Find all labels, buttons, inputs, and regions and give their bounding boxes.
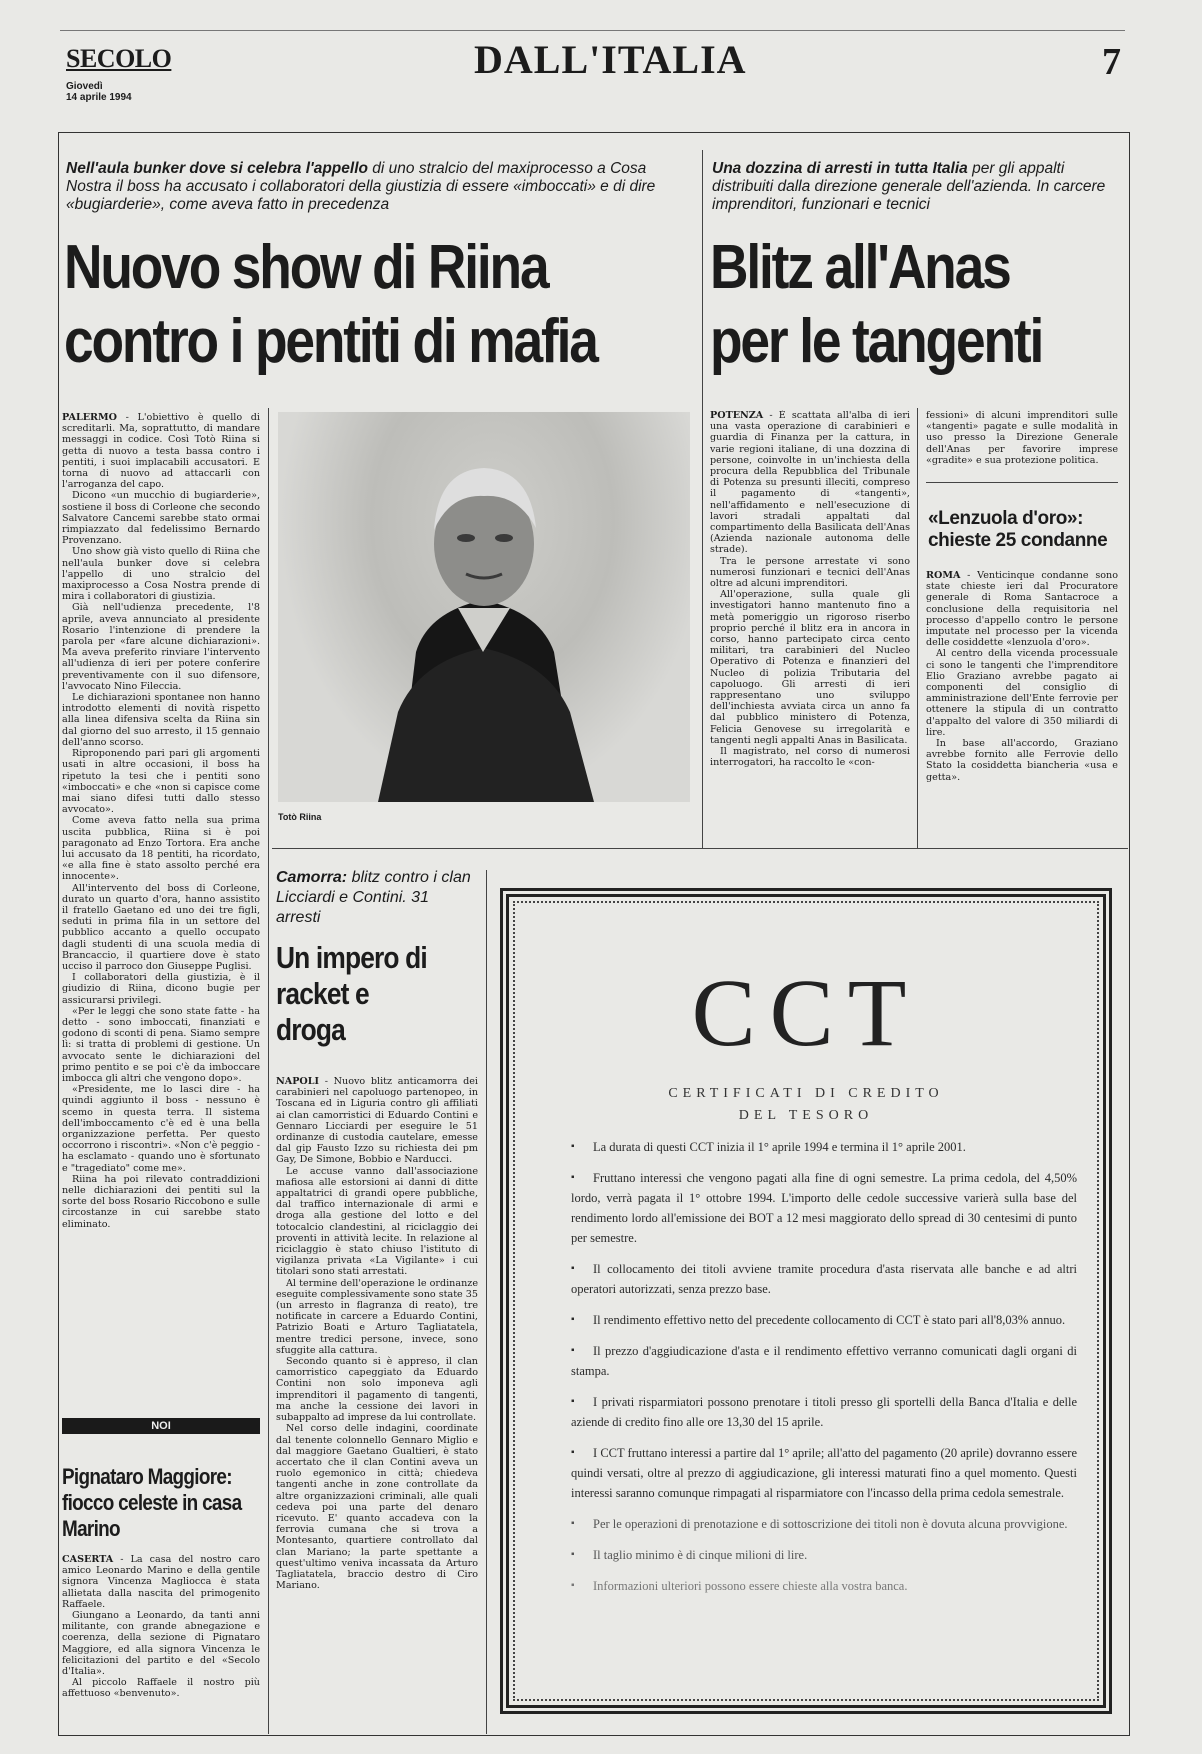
riina-headline-line1: Nuovo show di Riina [64,233,548,302]
cct-term-item: ▪ Fruttano interessi che vengono pagati alla fine di ogni semestre. La prima cedola, del 4,50% lordo, verrà pagata il 1° ottobre 1994. L'importo delle cedole successive varierà sulla base del rendimento lordo all'emissione dei BOT a 12 mesi maggiorato dello spread di 30 centesimi di punto per semestre. [571,1168,1077,1248]
anas-kicker-text: per gli appalti distribuiti dalla direzione generale dell'azienda. In carcere imprenditori, funzionari e tecnici [712,160,1106,213]
camorra-para: Al termine dell'operazione le ordinanze eseguite complessivamente sono state 35 (un arresto in flagranza di reato), tre notificate in carcere a Eduardo Contini, Patrizio Boati e Arturo Tagliatatela, mentre tredici persone, invece, sono sfuggite alla cattura. [276,1277,478,1356]
riina-para: Riina ha poi rilevato contraddizioni nelle dichiarazioni dei pentiti sul la sorte del boss Rosario Riccobono e sulle circostanze in cui sarebbe stato eliminato. [62,1173,260,1230]
anas-kicker [712,160,1112,214]
anas-body-col1 [710,410,910,822]
riina-body [62,412,260,1388]
cct-subtitle-line2: DEL TESORO [738,1108,874,1123]
anas-para: All'operazione, sulla quale gli investigatori hanno mantenuto fino a metà pomeriggio un rigoroso riserbo proprio perché il blitz era in ancora in corso, hanno partecipato circa cento militari, tra carabinieri del Nucleo Operativo di Potenza e finanzieri del Nucleo di polizia Tributaria del capoluogo. Gli arresti di ieri rappresentano uno sviluppo dell'inchiesta avviata circa un anno fa dal pubblico ministero di Potenza, Felicia Genovese su irregolarità e tangenti negli appalti Anas in Basilicata. [710,589,910,746]
riina-para: - L'obiettivo è quello di screditarli. Ma, soprattutto, di mandare messaggi in codice. Così Totò Riina si getta di nuovo a testa bassa contro i pentiti, i suoi implacabili accusatori. E torna di nuovo ad attaccarli con l'arroganza del capo. [62,412,260,491]
cct-subtitle-line1: CERTIFICATI DI CREDITO [668,1086,944,1101]
riina-para: I collaboratori della giustizia, è il giudizio di Riina, dicono bugie per assicurarsi privilegi. [62,972,260,1006]
camorra-kicker-text: blitz contro i clan Licciardi e Contini. 31 arresti [276,869,471,926]
camorra-para: Secondo quanto si è appreso, il clan camorristico capeggiato da Eduardo Contini non solo imponeva agli imprenditori il pagamento di tangenti, ma anche la cessione dei lavori in subappalto ad imprese da lui controllate. [276,1356,478,1424]
riina-kicker-text: di uno stralcio del maxiprocesso a Cosa Nostra il boss ha accusato i collaboratori della giustizia di essere «imboccati» e di dire «bugiarderie», come aveva fatto in precedenza [66,160,656,213]
anas-headline-line1: Blitz all'Anas [710,233,1010,302]
noi-section-band: NOI [62,1418,260,1434]
noi-para: - La casa del nostro caro amico Leonardo Marino e della gentile signora Vincenza Magliocca è stata allietata dalla nascita del primogenito Raffaele. [62,1554,260,1610]
rule-above-lenzuola [926,482,1118,483]
riina-para: All'intervento del boss di Corleone, durato un quarto d'ora, hanno assistito il fratello Gaetano ed uno dei tre figli, seduti in prima fila in un settore del pubblico accanto a quello occupato dagli studenti di una scuola media di Brancaccio, il quartiere dove è stato ucciso il parroco don Giuseppe Puglisi. [62,882,260,972]
top-rule [60,30,1125,31]
camorra-body [276,1076,478,1720]
cct-term-item: ▪ La durata di questi CCT inizia il 1° aprile 1994 e termina il 1° aprile 2001. [571,1137,1077,1157]
rule-under-riina-photo [272,848,702,849]
anas-para: Tra le persone arrestate vi sono numerosi funzionari e tecnici dell'Anas oltre ad alcuni imprenditori. [710,555,910,590]
cct-subtitle [509,1083,1103,1127]
cct-advertisement [500,888,1112,1714]
noi-para: Giungano a Leonardo, da tanti anni militante, con grande abnegazione e coerenza, della sezione di Pignataro Maggiore, ed alla signora Vincenza le felicitazioni del partito e del «Secolo d'Italia». [62,1610,260,1678]
cct-term-item: ▪ I privati risparmiatori possono prenotare i titoli presso gli sportelli della Banca d'Italia e delle aziende di credito fino alle ore 13,30 del 15 aprile. [571,1392,1077,1432]
camorra-kicker-bold: Camorra: [276,869,348,886]
riina-photo-caption: Totò Riina [278,812,322,822]
noi-body [62,1554,260,1726]
cct-term-item: ▪ Informazioni ulteriori possono essere chieste alla vostra banca. [571,1576,1077,1596]
anas-para: fessioni» di alcuni imprenditori sulle «tangenti» pagate e sulle modalità in uso presso la Direzione Generale dell'Anas per favorire imprese «gradite» e sua protezione politica. [926,410,1118,466]
camorra-para: Le accuse vanno dall'associazione mafiosa alle estorsioni ai danni di ditte appaltatrici di grandi opere pubbliche, dal traffico internazionale di armi e droga alla gestione del lotto e del totocalcio clandestini, al riciclaggio dei proventi in attività lecite. In relazione al riciclaggio è stato chiuso l'istituto di vigilanza privata «La Vigilante» i cui titolari sono stati arrestati. [276,1165,478,1278]
anas-body-col2 [926,410,1118,476]
camorra-para: - Nuovo blitz anticamorra dei carabinieri nel capoluogo partenopeo, in Toscana ed in Liguria contro gli affiliati ai clan camorristici di Eduardo Contini e Gennaro Licciardi per eseguire le 51 ordinanze di custodia cautelare, emesse dal gip Fausto Izzo su richiesta dei pm Gay, De Simone, Bobbio e Narducci. [276,1076,478,1166]
column-rule-anas-lenzuola [917,408,918,848]
section-title: DALL'ITALIA [474,37,747,82]
portrait-image [278,412,690,802]
riina-para: Riproponendo pari pari gli argomenti usati in altre occasioni, il boss ha ripetuto la tesi che i pentiti sono «imboccati» e che «non si capisce come mai siano difesi tutti dallo stesso avvocato». [62,748,260,816]
masthead-logo: SECOLO [66,44,172,73]
cct-term-item: ▪ Il collocamento dei titoli avviene tramite procedura d'asta riservata alle banche e ad altri operatori autorizzati, senza prezzo base. [571,1259,1077,1299]
riina-para: Uno show già visto quello di Riina che nell'aula bunker dove si celebra l'appello di uno stralcio del maxiprocesso a Cosa Nostra prende di mira i collaboratori di giustizia. [62,546,260,603]
riina-kicker [66,160,686,214]
anas-dateline: POTENZA [710,410,764,421]
column-rule-riina-anas [702,150,703,848]
riina-para: Come aveva fatto nella sua prima uscita pubblica, Riina si è poi paragonato ad Enzo Tortora. Era anche lui accusato da 18 pentiti, ha ricordato, «e alla fine è stato assolto perché era innocente». [62,815,260,883]
camorra-para: Nel corso delle indagini, coordinate dal tenente colonnello Gennaro Miglio e dal maggiore Gaetano Gualtieri, è stato accertato che il clan Contini aveva un ruolo egemonico in città; chiedeva tangenti anche in zone controllate da altre organizzazioni criminali, alle quali cedeva poi una parte del denaro ricevuto. E' quanto accadeva con la ferrovia cumana che si trova a Montesanto, quartiere controllato dal clan Mariano; la parte spettante a quest'ultimo veniva incassata da Arturo Tagliatatela, braccio destro di Ciro Mariano. [276,1423,478,1592]
camorra-kicker [276,868,476,928]
lenzuola-para: Al centro della vicenda processuale ci sono le tangenti che l'imprenditore Elio Graziano avrebbe pagato ai componenti del consiglio di amministrazione dell'Ente ferrovie per ottenere la stipula di un contratto d'appalto del valore di 350 miliardi di lire. [926,648,1118,738]
cct-term-item: ▪ Il prezzo d'aggiudicazione d'asta e il rendimento effettivo verranno comunicati dagli organi di stampa. [571,1341,1077,1381]
noi-dateline: CASERTA [62,1554,114,1565]
riina-para: «Per le leggi che sono state fatte - ha detto - sono imboccati, finanziati e godono di sconti di pena. Siamo sempre lì: si tratta di problemi di gestione. Un avvocato sente le dichiarazioni del primo pentito e se poi c'è da imboccare imbocca gli altri che vengono dopo». [62,1005,260,1084]
cct-term-item: ▪ Per le operazioni di prenotazione e di sottoscrizione dei titoli non è dovuta alcuna provvigione. [571,1514,1077,1534]
riina-para: Dicono «un mucchio di bugiarderie», sostiene il boss di Corleone che secondo Salvatore Cancemi sarebbe stato ormai rimpiazzato dal fedelissimo Bernardo Provenzano. [62,490,260,547]
riina-para: Le dichiarazioni spontanee non hanno introdotto elementi di novità rispetto alla linea difensiva scelta da Riina sin dal giorno del suo arresto, il 15 gennaio dell'anno scorso. [62,692,260,748]
lenzuola-dateline: ROMA [926,570,961,581]
noi-headline: Pignataro Maggiore: fiocco celeste in casa Marino [62,1464,242,1541]
lenzuola-headline: «Lenzuola d'oro»: chieste 25 condanne [928,508,1108,551]
cct-term-item: ▪ I CCT fruttano interessi a partire dal 1° aprile; all'atto del pagamento (20 aprile) dovranno essere quindi versati, oltre al prezzo di aggiudicazione, gli interessi maturati fino a quel momento. Questi interessi saranno comunque rimpagati al risparmiatore con l'incasso della prima cedola semestrale. [571,1443,1077,1503]
riina-headline-line2: contro i pentiti di mafia [64,307,597,376]
riina-dateline: PALERMO [62,412,117,423]
noi-para: Al piccolo Raffaele il nostro più affettuoso «benvenuto». [62,1677,260,1700]
anas-headline-line2: per le tangenti [710,307,1043,376]
cct-term-item: ▪ Il taglio minimo è di cinque milioni di lire. [571,1545,1077,1565]
page-number: 7 [1102,41,1121,83]
riina-para: «Presidente, me lo lasci dire - ha quindi aggiunto il boss - nessuno è scemo in questa terra. Il sistema dell'imboccamento c'è ed è una bella organizzazione perfetta. Per questo occorrono i riscontri». «Non c'è peggio - ha esclamato - quando uno è sfortunato e "tragediato" come me». [62,1084,260,1174]
anas-para: - È scattata all'alba di ieri una vasta operazione di carabinieri e guardia di Finanza per la cattura, in varie regioni italiane, di una dozzina di persone, coinvolte in un'inchiesta della procura della Repubblica del Tribunale di Potenza su presunti illeciti, compreso il pagamento di «tangenti», nell'affidamento e nell'esecuzione di lavori stradali appaltati dal compartimento della Basilicata dell'Anas (Azienda nazionale autonoma delle strade). [710,410,910,556]
cct-term-item: ▪ Il rendimento effettivo netto del precedente collocamento di CCT è stato pari all'8,03% annuo. [571,1310,1077,1330]
riina-kicker-bold: Nell'aula bunker dove si celebra l'appello [66,160,368,177]
cct-terms-list [571,1137,1077,1607]
anas-kicker-bold: Una dozzina di arresti in tutta Italia [712,160,968,177]
column-rule-riina-camorra [268,408,269,1734]
lenzuola-body [926,570,1118,832]
lenzuola-para: - Venticinque condanne sono state chieste ieri dal Procuratore generale di Roma Santacroce a conclusione della requisitoria nel processo d'appello contro le persone imputate nel processo per la vicenda delle cosiddette «lenzuola d'oro». [926,570,1118,649]
camorra-dateline: NAPOLI [276,1076,320,1087]
camorra-headline: Un impero di racket e droga [276,940,427,1047]
issue-date: Giovedì 14 aprile 1994 [66,81,132,103]
riina-para: Già nell'udienza precedente, l'8 aprile, aveva annunciato al presidente Rosario l'intenzione di prendere la parola per «fare alcune dichiarazioni». Ma aveva preferito rinviare l'intervento all'udienza di ieri per potere conferire preventivamente con il suo difensore, l'avvocato Nino Fileccia. [62,602,260,692]
column-rule-camorra-ad [486,870,487,1734]
cct-title: CCT [691,959,921,1066]
riina-photo [278,412,690,802]
rule-under-anas [702,848,1128,849]
anas-para: Il magistrato, nel corso di numerosi interrogatori, ha raccolto le «con- [710,746,910,769]
lenzuola-para: In base all'accordo, Graziano avrebbe fornito alle Ferrovie dello Stato la cosiddetta biancheria «usa e getta». [926,738,1118,783]
